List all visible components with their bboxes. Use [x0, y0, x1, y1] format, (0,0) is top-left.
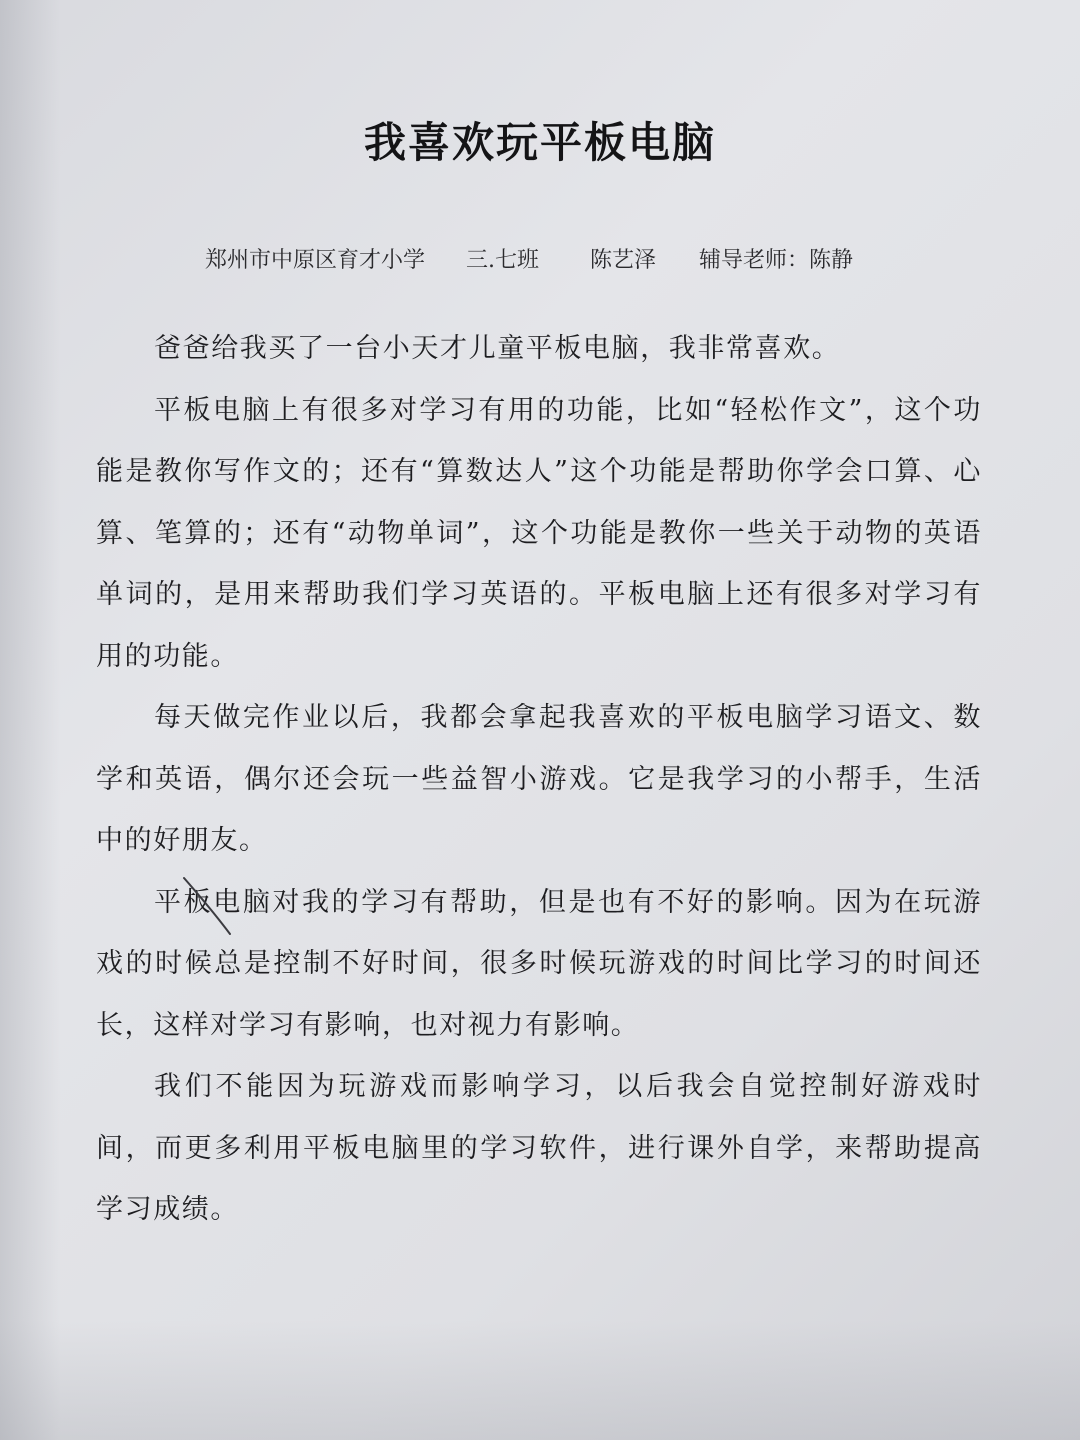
paragraph: 我们不能因为玩游戏而影响学习，以后我会自觉控制好游戏时间，而更多利用平板电脑里的学习软件，进行课外自学，来帮助提高学习成绩。 — [96, 1071, 982, 1225]
byline-school: 郑州市中原区育才小学 — [205, 248, 426, 273]
byline-author: 陈艺泽 — [590, 248, 657, 273]
essay-body — [96, 318, 982, 1241]
paper-shadow-bottom — [0, 1320, 1080, 1440]
paragraph: 平板电脑对我的学习有帮助，但是也有不好的影响。因为在玩游戏的时候总是控制不好时间，很多时候玩游戏的时间比学习的时间还长，这样对学习有影响，也对视力有影响。 — [96, 886, 982, 1041]
byline-class: 三.七班 — [466, 248, 540, 273]
paragraph: 爸爸给我买了一台小天才儿童平板电脑，我非常喜欢。 — [154, 333, 841, 364]
pen-stroke-mark — [178, 872, 238, 942]
byline-teacher: 辅导老师：陈静 — [699, 248, 854, 273]
byline — [205, 243, 905, 274]
paragraph: 平板电脑上有很多对学习有用的功能，比如“轻松作文”，这个功能是教你写作文的；还有“算数达人”这个功能是帮助你学会口算、心算、笔算的；还有“动物单词”，这个功能是教你一些关于动物的英语单词的，是用来帮助我们学习英语的。平板电脑上还有很多对学习有用的功能。 — [96, 394, 982, 672]
paragraph: 每天做完作业以后，我都会拿起我喜欢的平板电脑学习语文、数学和英语，偶尔还会玩一些益智小游戏。它是我学习的小帮手，生活中的好朋友。 — [96, 702, 982, 856]
essay-title: 我喜欢玩平板电脑 — [363, 118, 716, 167]
paper-shadow-left — [0, 0, 60, 1440]
